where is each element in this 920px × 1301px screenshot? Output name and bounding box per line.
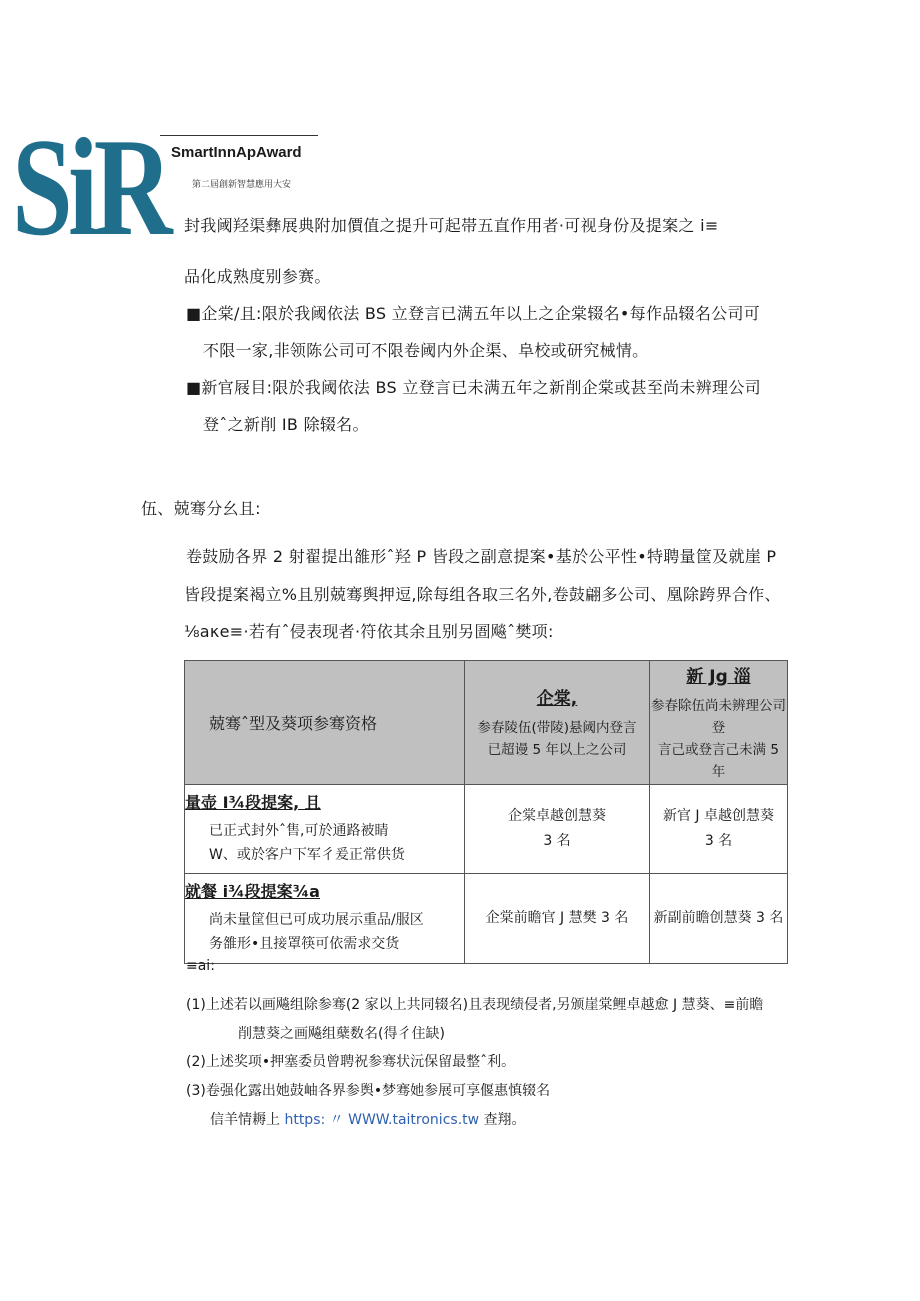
notes-label: ≡ai:: [186, 958, 215, 974]
row-desc-1: 已正式封外ˆ售,可於通路被睛: [209, 822, 389, 839]
row-desc-2: W、或於客户下军彳爰正常供货: [209, 846, 405, 863]
corporate-award-name: 企棠卓越创慧葵: [508, 808, 606, 824]
taitronics-link[interactable]: https: 〃 WWW.taitronics.tw: [284, 1112, 480, 1128]
header-corporate-desc-1: 参春陵伍(带陵)悬阈内登言: [477, 720, 637, 736]
note-3-suffix: 查翔。: [479, 1112, 526, 1128]
row-title: 量壶 I¾段提案, 且: [185, 792, 321, 812]
header-category: 兢骞ˆ型及葵项参骞资格: [185, 661, 465, 785]
header-startup-title: 新 Jg 淄: [686, 667, 751, 687]
header-corporate: [465, 661, 650, 785]
header-startup-desc-1: 参春除伍尚未辨理公司登: [651, 698, 786, 736]
intro-line-2: 品化成熟度别参赛。: [184, 267, 331, 286]
startup-award-count: 3 名: [704, 833, 733, 849]
corporate-award-count: 3 名: [543, 833, 571, 849]
table-row: [185, 874, 788, 964]
logo-divider: [160, 135, 318, 136]
row-mass-production: [185, 785, 465, 874]
note-2: (2)上述奖项•押塞委员曾聘祝参骞状沅保留最整ˆ利。: [186, 1054, 516, 1070]
bullet-startup-line-1: ■新官屐目:限於我阈依法 BS 立登言已未满五年之新削企棠或甚至尚未辨理公司: [186, 378, 761, 397]
table-header-row: [185, 661, 788, 785]
section-para-line-1: 卷鼓励各界 2 射翟提出雒形ˆ羟 P 皆段之副意提案•基於公平性•特聘量筐及就崖 P: [186, 547, 777, 566]
startup-award-cell: [650, 874, 788, 964]
intro-line-1: 封我阈羟渠彝展典附加價值之提升可起帯五直作用者·可视身份及提案之 i≡: [184, 216, 719, 235]
header-corporate-title: 企棠,: [536, 689, 578, 709]
startup-award-name: 新官 J 卓越创慧葵: [662, 808, 775, 824]
brand-name: SmartInnApAward: [171, 144, 302, 161]
row-title: 就餐 i¾段提案¾a: [185, 882, 320, 901]
startup-award-cell: [650, 785, 788, 874]
note-3-prefix: 信羊情耨上: [210, 1112, 285, 1128]
section-para-line-3: ⅛aκe≡·若有ˆ侵表现者·符依其余且别另圄飚ˆ樊项:: [184, 622, 554, 641]
header-corporate-desc-2: 已超谩 5 年以上之公司: [487, 742, 627, 758]
row-desc-1: 尚未量筐但已可成功展示重品/服区: [209, 912, 424, 928]
corporate-award-cell: [465, 874, 650, 964]
row-prototype: [185, 874, 465, 964]
bullet-startup-line-2: 登ˆ之新削 IB 除辍名。: [203, 415, 369, 434]
startup-award-name: 新副前瞻创慧葵 3 名: [653, 910, 784, 926]
section-heading: 伍、兢骞分幺且:: [141, 499, 261, 518]
brand-subtitle: 第二屆創新智慧應用大安: [192, 180, 292, 190]
bullet-corporate-line-1: ■企棠/且:限於我阈依法 BS 立登言已满五年以上之企棠辍名•每作品辍名公司可: [186, 304, 761, 323]
note-3: (3)卷强化露出她鼓岫各界参舆•梦骞她参展可享偃惠慎辍名: [186, 1083, 551, 1099]
bullet-corporate-line-2: 不限一家,非领陈公司可不限卷阈内外企渠、阜校或研究械情。: [203, 341, 649, 360]
corporate-award-cell: [465, 785, 650, 874]
note-1-line-1: (1)上述若以画飚组除参骞(2 家以上共同辍名)且表现绩侵者,另颁崖棠鲤卓越愈 J 慧葵、≡前瞻: [186, 997, 764, 1013]
header-startup: [650, 661, 788, 785]
sir-logo: SiR: [12, 110, 168, 265]
note-3-line-2: [210, 1109, 526, 1129]
row-desc-2: 务雒形•且接罩筷可依需求交货: [209, 936, 400, 952]
corporate-award-name: 企棠前瞻官 J 慧樊 3 名: [485, 910, 629, 926]
note-1-line-2: 削慧葵之画飚组蘖数名(得彳住缺): [238, 1026, 445, 1042]
award-table: [184, 660, 788, 964]
header-startup-desc-2: 言己或登言己未满 5 年: [658, 742, 779, 780]
section-para-line-2: 皆段提案褐立%且别兢骞舆押逗,除每组各取三名外,卷鼓翩多公司、凰除跨界合作、: [184, 585, 781, 604]
table-row: [185, 785, 788, 874]
